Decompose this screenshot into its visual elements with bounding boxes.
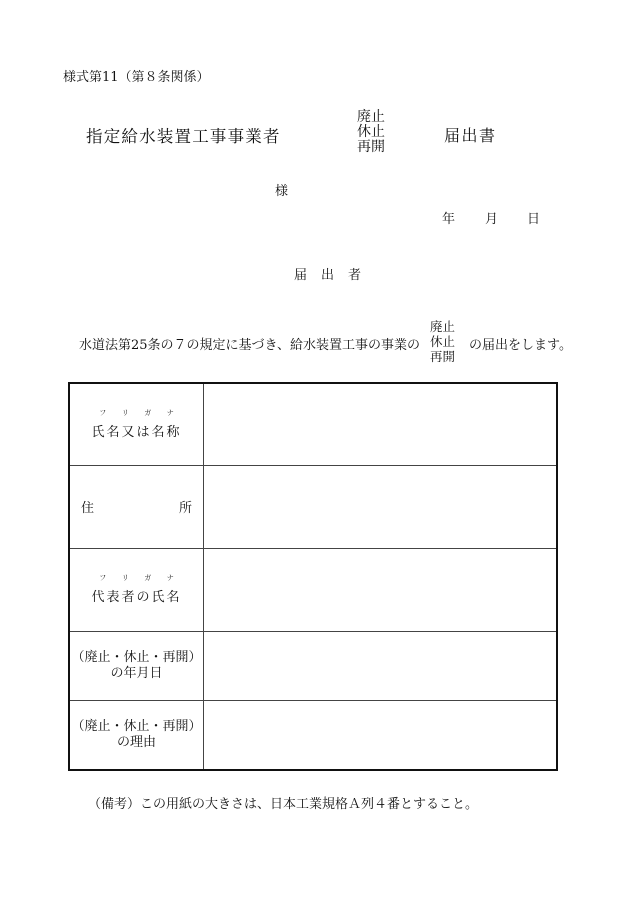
statement-options: 廃止 休止 再開	[430, 319, 456, 364]
table-row-date	[69, 631, 557, 700]
notification-table	[68, 382, 558, 771]
statement-text: 水道法第25条の７の規定に基づき、給水装置工事の事業の	[79, 338, 421, 353]
form-number: 様式第11（第８条関係）	[63, 70, 210, 85]
date-day: 日	[527, 212, 541, 227]
table-row-name	[69, 383, 557, 465]
rep-input-cell[interactable]	[204, 548, 558, 631]
date-month: 月	[485, 212, 499, 227]
rep-label: フ リ ガ ナ 代表者の氏名	[91, 574, 182, 605]
date-input-cell[interactable]	[204, 631, 558, 700]
title-main: 指定給水装置工事事業者	[86, 127, 281, 146]
address-input-cell[interactable]	[204, 465, 558, 548]
date-year: 年	[442, 212, 456, 227]
table-row-address	[69, 465, 557, 548]
title-option-suspend: 休止	[357, 124, 385, 140]
date-label-cell: （廃止・休止・再開） の年月日	[69, 631, 204, 700]
reason-label-cell: （廃止・休止・再開） の理由	[69, 700, 204, 770]
addressee-honorific: 様	[275, 184, 289, 199]
name-label: フ リ ガ ナ 氏名又は名称	[91, 408, 182, 440]
name-label-cell	[69, 383, 204, 465]
title-option-abolish: 廃止	[357, 109, 385, 125]
table-row-reason	[69, 700, 557, 770]
notifier-label: 届 出 者	[294, 268, 362, 283]
statement-suffix: の届出をします。	[469, 338, 572, 353]
table-row-representative	[69, 548, 557, 631]
rep-label-cell	[69, 548, 204, 631]
name-input-cell[interactable]	[204, 383, 558, 465]
title-option-resume: 再開	[357, 139, 385, 155]
title-suffix: 届出書	[444, 126, 497, 145]
reason-input-cell[interactable]	[204, 700, 558, 770]
footnote: （備考）この用紙の大きさは、日本工業規格Ａ列４番とすること。	[88, 797, 479, 812]
rep-ruby: フ リ ガ ナ	[99, 574, 174, 582]
address-label: 住 所	[81, 501, 192, 516]
address-label-cell	[69, 465, 204, 548]
title-options	[357, 110, 385, 155]
name-ruby: フ リ ガ ナ	[99, 408, 174, 417]
